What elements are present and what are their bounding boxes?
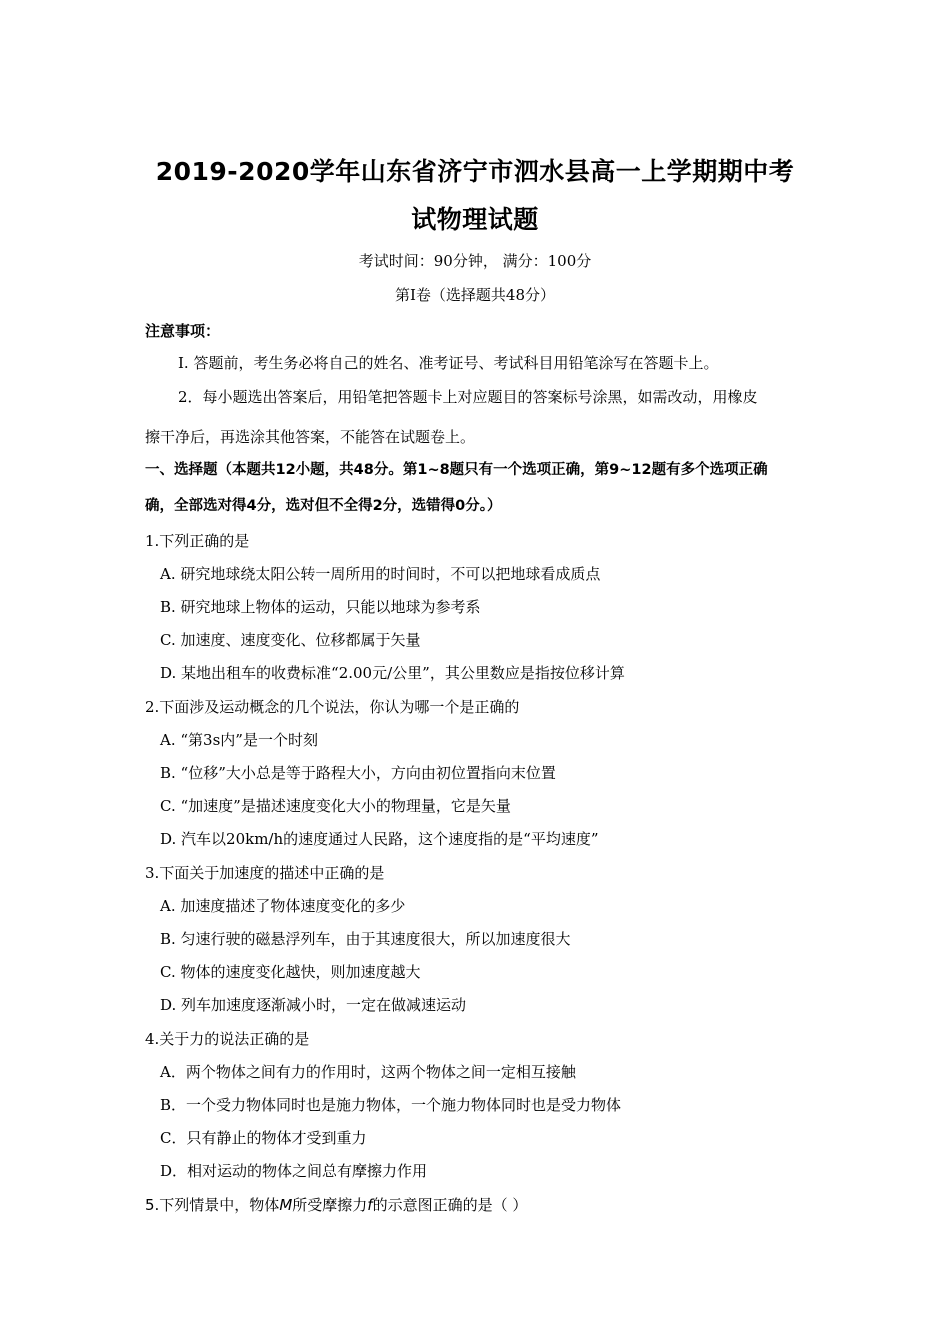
question-4-option-b: B．一个受力物体同时也是施力物体，一个施力物体同时也是受力物体: [160, 1096, 622, 1114]
variable-f: f: [367, 1196, 373, 1214]
question-1-option-a: A. 研究地球绕太阳公转一周所用的时间时，不可以把地球看成质点: [160, 565, 601, 583]
question-5-text-part-3: 的示意图正确的是（ ）: [372, 1196, 528, 1214]
question-2-option-a: A. “第3s内”是一个时刻: [160, 731, 318, 749]
question-2-option-d: D. 汽车以20km/h的速度通过人民路，这个速度指的是“平均速度”: [160, 830, 599, 848]
question-4-option-a: A．两个物体之间有力的作用时，这两个物体之间一定相互接触: [160, 1063, 576, 1081]
question-4-stem: 4.关于力的说法正确的是: [145, 1030, 310, 1048]
question-2-stem: 2.下面涉及运动概念的几个说法，你认为哪一个是正确的: [145, 698, 520, 716]
question-1-stem: 1.下列正确的是: [145, 532, 250, 550]
question-1-option-b: B. 研究地球上物体的运动，只能以地球为参考系: [160, 598, 481, 616]
variable-m: M: [279, 1196, 293, 1214]
question-4-option-c: C．只有静止的物体才受到重力: [160, 1129, 367, 1147]
title-line-2: 试物理试题: [411, 205, 539, 234]
question-3-stem: 3.下面关于加速度的描述中正确的是: [145, 864, 385, 882]
note-item-1: Ⅰ. 答题前，考生务必将自己的姓名、准考证号、考试科目用铅笔涂写在答题卡上。: [178, 354, 719, 372]
question-1-option-c: C. 加速度、速度变化、位移都属于矢量: [160, 631, 421, 649]
question-5-text-part-1: 5.下列情景中，物体: [145, 1196, 280, 1214]
section-instructions-line-2: 确，全部选对得4分，选对但不全得2分，选错得0分。）: [145, 498, 502, 514]
question-5-stem: [145, 1194, 527, 1215]
question-3-option-b: B. 匀速行驶的磁悬浮列车，由于其速度很大，所以加速度很大: [160, 930, 571, 948]
question-3-option-a: A. 加速度描述了物体速度变化的多少: [160, 897, 406, 915]
section-instructions-line-1: 一、选择题（本题共12小题，共48分。第1~8题只有一个选项正确，第9~12题有多个选项正确: [145, 462, 768, 478]
exam-info: 考试时间：90分钟， 满分：100分: [358, 252, 592, 270]
question-4-option-d: D．相对运动的物体之间总有摩擦力作用: [160, 1162, 428, 1180]
question-2-option-b: B. “位移”大小总是等于路程大小，方向由初位置指向末位置: [160, 764, 556, 782]
title-line-1: 2019-2020学年山东省济宁市泗水县高一上学期期中考: [155, 157, 795, 186]
question-5-text-part-2: 所受摩擦力: [292, 1196, 368, 1214]
note-item-2-line-1: 2．每小题选出答案后，用铅笔把答题卡上对应题目的答案标号涂黑，如需改动，用橡皮: [178, 388, 758, 406]
question-2-option-c: C. “加速度”是描述速度变化大小的物理量，它是矢量: [160, 797, 511, 815]
volume-heading: 第Ⅰ卷（选择题共48分）: [394, 286, 555, 304]
question-3-option-d: D. 列车加速度逐渐减小时，一定在做减速运动: [160, 996, 467, 1014]
note-item-2-line-2: 擦干净后，再选涂其他答案，不能答在试题卷上。: [145, 428, 476, 446]
question-3-option-c: C. 物体的速度变化越快，则加速度越大: [160, 963, 421, 981]
notes-heading: 注意事项：: [145, 322, 221, 340]
question-1-option-d: D. 某地出租车的收费标准“2.00元/公里”，其公里数应是指按位移计算: [160, 664, 625, 682]
